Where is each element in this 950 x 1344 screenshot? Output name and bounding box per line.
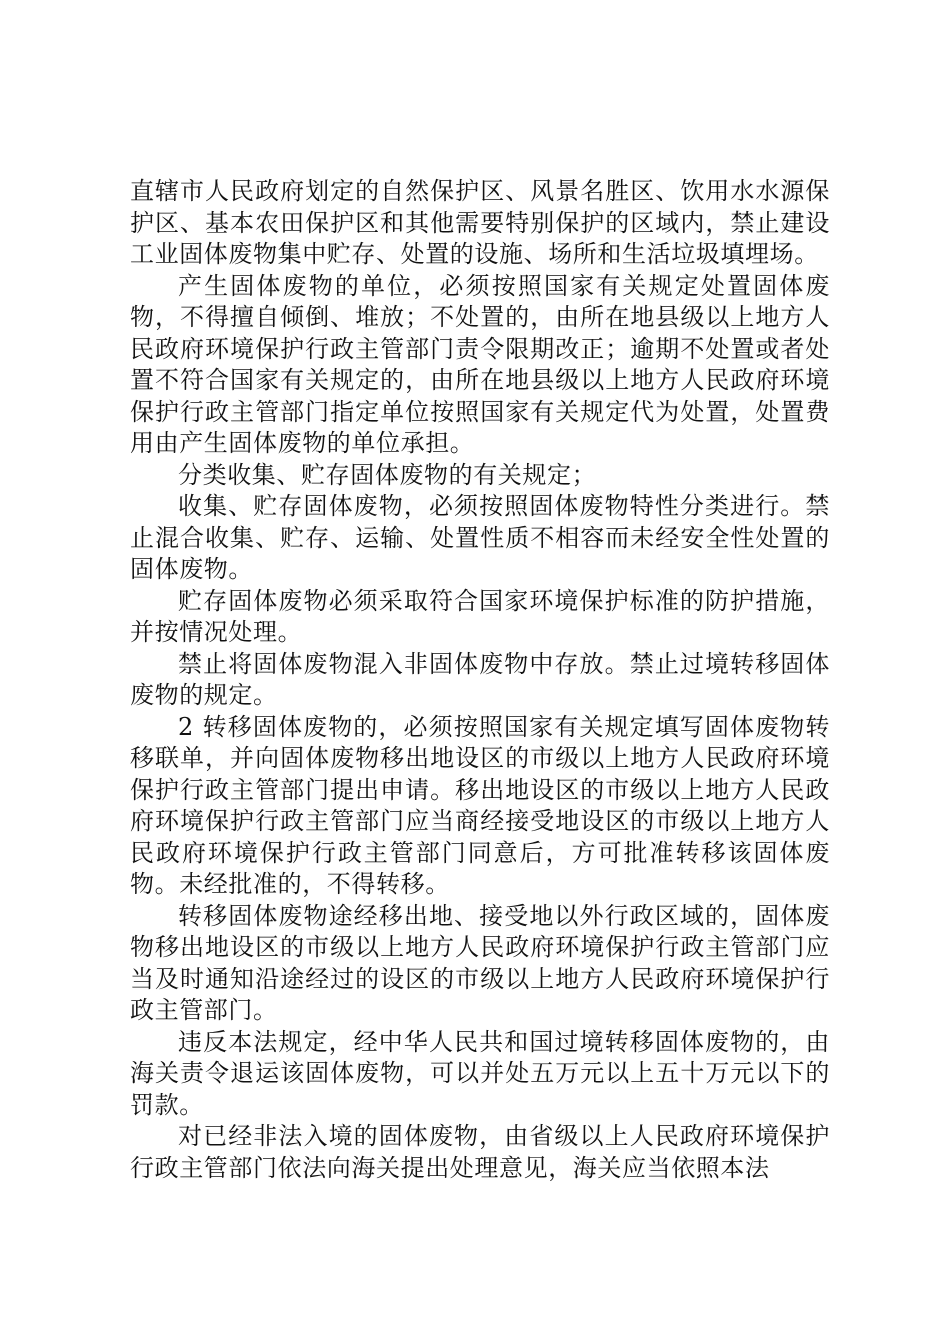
paragraph-4: 收集、贮存固体废物，必须按照固体废物特性分类进行。禁止混合收集、贮存、运输、处置性质不相容而未经安全性处置的固体废物。 bbox=[130, 492, 830, 583]
paragraph-5: 贮存固体废物必须采取符合国家环境保护标准的防护措施，并按情况处理。 bbox=[130, 586, 830, 646]
document-body bbox=[130, 176, 830, 1184]
paragraph-7: 2 转移固体废物的，必须按照国家有关规定填写固体废物转移联单，并向固体废物移出地设区的市级以上地方人民政府环境保护行政主管部门提出申请。移出地设区的市级以上地方人民政府环境保护行政主管部门应当商经接受地设区的市级以上地方人民政府环境保护行政主管部门同意后，方可批准转移该固体废物。未经批准的，不得转移。 bbox=[130, 712, 830, 898]
paragraph-9: 违反本法规定，经中华人民共和国过境转移固体废物的，由海关责令退运该固体废物，可以并处五万元以上五十万元以下的罚款。 bbox=[130, 1027, 830, 1119]
paragraph-6: 禁止将固体废物混入非固体废物中存放。禁止过境转移固体废物的规定。 bbox=[130, 649, 830, 709]
paragraph-3: 分类收集、贮存固体废物的有关规定； bbox=[178, 460, 597, 489]
paragraph-8: 转移固体废物途经移出地、接受地以外行政区域的，固体废物移出地设区的市级以上地方人民政府环境保护行政主管部门应当及时通知沿途经过的设区的市级以上地方人民政府环境保护行政主管部门。 bbox=[130, 901, 830, 1024]
paragraph-10: 对已经非法入境的固体废物，由省级以上人民政府环境保护行政主管部门依法向海关提出处理意见，海关应当依照本法 bbox=[130, 1122, 830, 1182]
paragraph-1: 直辖市人民政府划定的自然保护区、风景名胜区、饮用水水源保护区、基本农田保护区和其他需要特别保护的区域内，禁止建设工业固体废物集中贮存、处置的设施、场所和生活垃圾填埋场。 bbox=[130, 177, 830, 268]
paragraph-2: 产生固体废物的单位，必须按照国家有关规定处置固体废物，不得擅自倾倒、堆放；不处置的，由所在地县级以上地方人民政府环境保护行政主管部门责令限期改正；逾期不处置或者处置不符合国家有关规定的，由所在地县级以上地方人民政府环境保护行政主管部门指定单位按照国家有关规定代为处置，处置费用由产生固体废物的单位承担。 bbox=[130, 271, 830, 457]
